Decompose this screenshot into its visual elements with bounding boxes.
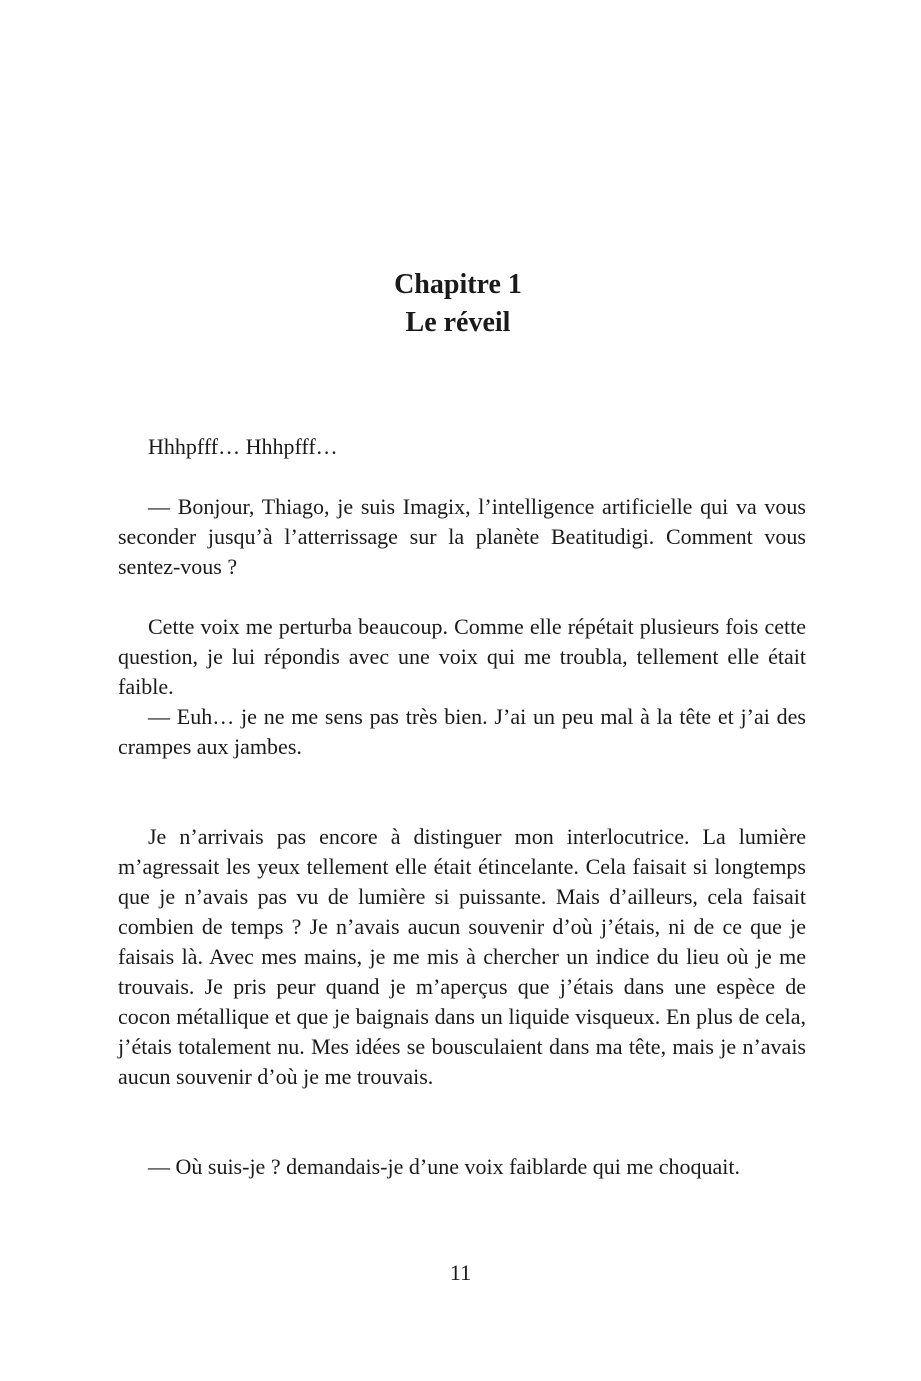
paragraph-block (118, 432, 806, 462)
page-number: 11 (449, 1260, 472, 1285)
paragraph-block (118, 822, 806, 1092)
chapter-title: Le réveil (405, 307, 511, 338)
paragraph: Je n’arrivais pas encore à distinguer mon interlocutrice. La lumière m’agressait les yeux tellement elle était étincelante. Cela faisait si longtemps que je n’avais pas vu de lumière si puissante. Mais d’ailleurs, cela faisait combien de temps ? Je n’avais aucun souvenir d’où j’étais, ni de ce que je faisais là. Avec mes mains, je me mis à chercher un indice du lieu où je me trouvais. Je pris peur quand je m’aperçus que j’étais dans une espèce de cocon métallique et que je baignais dans un liquide visqueux. En plus de cela, j’étais totalement nu. Mes idées se bousculaient dans ma tête, mais je n’avais aucun souvenir d’où je me trouvais. (118, 824, 806, 1089)
paragraph-block (118, 1152, 806, 1182)
paragraph: Hhhpfff… Hhhpfff… (148, 434, 338, 459)
paragraph-block (118, 702, 806, 762)
paragraph: Cette voix me perturba beaucoup. Comme elle répétait plusieurs fois cette question, je lui répondis avec une voix qui me troubla, tellement elle était faible. (118, 614, 806, 699)
paragraph-block (118, 492, 806, 582)
dialogue-paragraph: — Euh… je ne me sens pas très bien. J’ai un peu mal à la tête et j’ai des crampes aux jambes. (118, 704, 806, 759)
dialogue-paragraph: — Où suis-je ? demandais-je d’une voix faiblarde qui me choquait. (148, 1154, 740, 1179)
chapter-heading (0, 266, 921, 342)
chapter-number: Chapitre 1 (394, 269, 522, 300)
paragraph-block (118, 612, 806, 702)
dialogue-paragraph: — Bonjour, Thiago, je suis Imagix, l’intelligence artificielle qui va vous seconder jusqu’à l’atterrissage sur la planète Beatitudigi. Comment vous sentez-vous ? (118, 494, 806, 579)
